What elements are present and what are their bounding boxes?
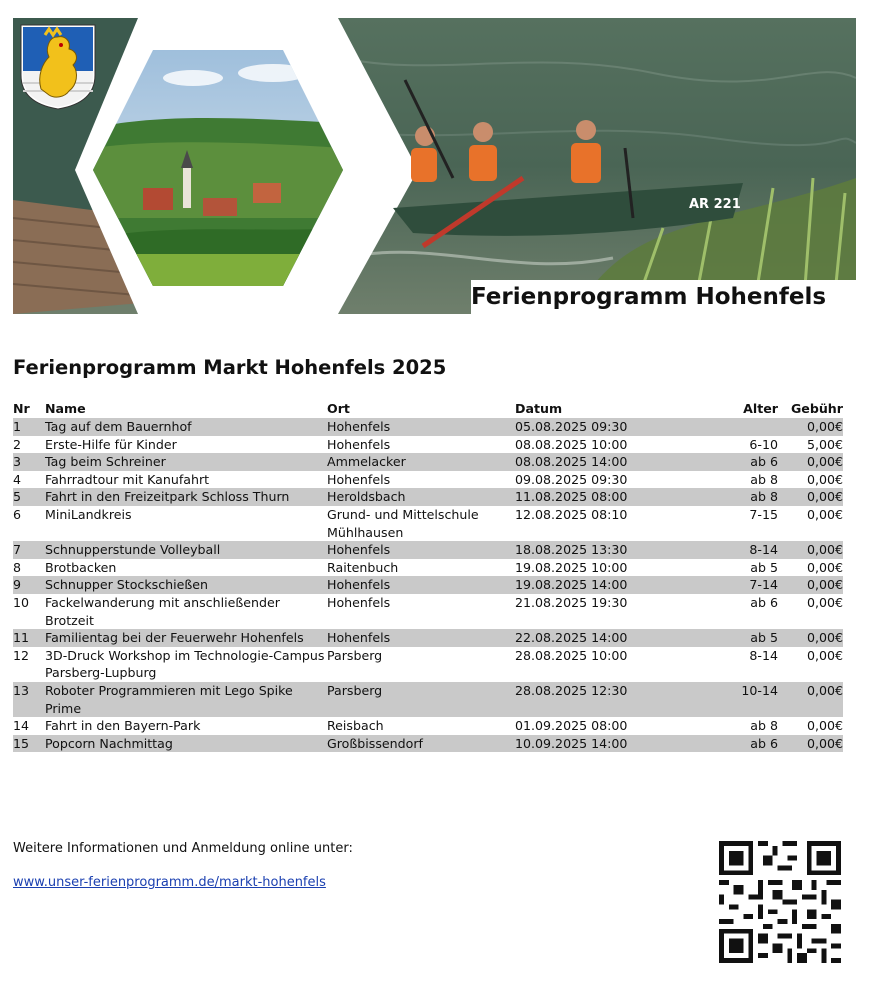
header-banner [13,18,856,314]
cell-ort: Hohenfels [327,541,515,559]
cell-gebuehr: 0,00€ [778,576,843,594]
cell-alter [690,418,778,436]
header-name: Name [45,401,86,417]
info-text: Weitere Informationen und Anmeldung online unter: [13,841,353,856]
cell-datum: 09.08.2025 09:30 [515,471,628,487]
cell-gebuehr: 0,00€ [806,647,843,663]
header-datum: Datum [515,401,563,417]
cell-ort: Hohenfels [327,594,391,610]
banner-photo [13,18,856,314]
table-row [13,418,843,436]
cell-datum: 05.08.2025 09:30 [515,418,690,436]
cell-gebuehr: 0,00€ [778,488,843,506]
cell-name: Fahrt in den Bayern-Park [45,718,201,734]
cell-name: Erste-Hilfe für Kinder [45,436,177,452]
cell-name: Familientag bei der Feuerwehr Hohenfels [45,629,327,647]
table-row [13,647,843,682]
table-row [13,594,843,629]
cell-nr: 2 [13,436,22,452]
registration-link[interactable]: www.unser-ferienprogramm.de/markt-hohenfels [13,875,326,890]
cell-name: Tag beim Schreiner [45,453,327,471]
cell-datum: 21.08.2025 19:30 [515,594,628,610]
qr-code-icon [719,841,841,963]
table-row [13,629,843,647]
cell-ort: Heroldsbach [327,488,515,506]
cell-nr: 9 [13,576,45,594]
table-row [13,682,843,717]
cell-name: 3D-Druck Workshop im Technologie-Campus Parsberg-Lupburg [45,647,325,681]
cell-alter: ab 8 [750,471,778,487]
cell-gebuehr: 0,00€ [806,594,843,610]
cell-nr: 7 [13,541,45,559]
cell-gebuehr: 0,00€ [778,418,843,436]
cell-ort: Ammelacker [327,453,515,471]
table-row [13,576,843,594]
cell-name: Tag auf dem Bauernhof [45,418,327,436]
cell-nr: 8 [13,559,22,575]
table-row [13,488,843,506]
table-header-row [13,400,843,418]
cell-alter: 7-15 [749,506,778,522]
cell-nr: 15 [13,735,45,753]
cell-gebuehr: 0,00€ [806,718,843,734]
header-nr: Nr [13,401,30,417]
page-title: Ferienprogramm Markt Hohenfels 2025 [13,356,447,379]
header-ort: Ort [327,401,350,417]
cell-ort: Grund- und Mittelschule Mühlhausen [327,506,479,540]
cell-name: Fahrradtour mit Kanufahrt [45,471,210,487]
cell-nr: 5 [13,488,45,506]
cell-gebuehr: 0,00€ [806,471,843,487]
table-row [13,717,843,735]
cell-alter: ab 8 [750,718,778,734]
cell-ort: Parsberg [327,647,383,663]
cell-name: Popcorn Nachmittag [45,735,327,753]
cell-alter: 8-14 [690,541,778,559]
cell-datum: 11.08.2025 08:00 [515,488,690,506]
cell-nr: 13 [13,682,45,717]
table-row [13,559,843,577]
table-row [13,506,843,541]
coat-of-arms-lion-icon [19,23,97,111]
cell-datum: 08.08.2025 14:00 [515,453,690,471]
cell-datum: 22.08.2025 14:00 [515,629,690,647]
banner-title: Ferienprogramm Hohenfels [471,280,856,314]
cell-gebuehr: 0,00€ [778,629,843,647]
cell-gebuehr: 0,00€ [806,506,843,522]
cell-alter: ab 6 [750,594,778,610]
cell-nr: 1 [13,418,45,436]
cell-datum: 12.08.2025 08:10 [515,506,628,522]
cell-ort: Hohenfels [327,576,515,594]
cell-nr: 12 [13,647,30,663]
cell-datum: 19.08.2025 14:00 [515,576,690,594]
cell-ort: Reisbach [327,718,384,734]
cell-datum: 18.08.2025 13:30 [515,541,690,559]
table-row [13,436,843,454]
cell-nr: 3 [13,453,45,471]
cell-name: Fackelwanderung mit anschließender Brotzeit [45,594,280,628]
cell-ort: Raitenbuch [327,559,399,575]
cell-alter: ab 6 [690,453,778,471]
cell-gebuehr: 0,00€ [806,559,843,575]
table-row [13,541,843,559]
cell-name: Fahrt in den Freizeitpark Schloss Thurn [45,488,327,506]
cell-name: Schnupper Stockschießen [45,576,327,594]
cell-gebuehr: 0,00€ [778,735,843,753]
cell-ort: Hohenfels [327,471,391,487]
cell-gebuehr: 5,00€ [806,436,843,452]
cell-alter: ab 8 [690,488,778,506]
cell-nr: 11 [13,629,45,647]
cell-name: MiniLandkreis [45,506,132,522]
table-row [13,471,843,489]
cell-datum: 19.08.2025 10:00 [515,559,628,575]
cell-name: Schnupperstunde Volleyball [45,541,327,559]
cell-gebuehr: 0,00€ [778,682,843,717]
cell-ort: Hohenfels [327,629,515,647]
header-alter: Alter [743,401,778,417]
cell-alter: 6-10 [749,436,778,452]
cell-gebuehr: 0,00€ [778,541,843,559]
cell-ort: Parsberg [327,682,515,717]
cell-alter: 10-14 [690,682,778,717]
svg-text:AR 221: AR 221 [689,197,741,212]
cell-nr: 10 [13,594,30,610]
cell-name: Brotbacken [45,559,117,575]
table-row [13,453,843,471]
cell-ort: Großbissendorf [327,735,515,753]
cell-datum: 28.08.2025 12:30 [515,682,690,717]
cell-nr: 6 [13,506,22,522]
cell-alter: ab 5 [690,629,778,647]
cell-datum: 08.08.2025 10:00 [515,436,628,452]
cell-alter: ab 5 [750,559,778,575]
cell-nr: 4 [13,471,22,487]
cell-ort: Hohenfels [327,418,515,436]
cell-datum: 01.09.2025 08:00 [515,718,628,734]
cell-datum: 10.09.2025 14:00 [515,735,690,753]
cell-ort: Hohenfels [327,436,391,452]
table-row [13,735,843,753]
cell-alter: 7-14 [690,576,778,594]
cell-alter: 8-14 [749,647,778,663]
cell-nr: 14 [13,718,30,734]
cell-alter: ab 6 [690,735,778,753]
cell-name: Roboter Programmieren mit Lego Spike Prime [45,682,327,717]
cell-gebuehr: 0,00€ [778,453,843,471]
cell-datum: 28.08.2025 10:00 [515,647,628,663]
program-table [13,400,843,752]
header-gebuehr: Gebühr [790,401,843,417]
